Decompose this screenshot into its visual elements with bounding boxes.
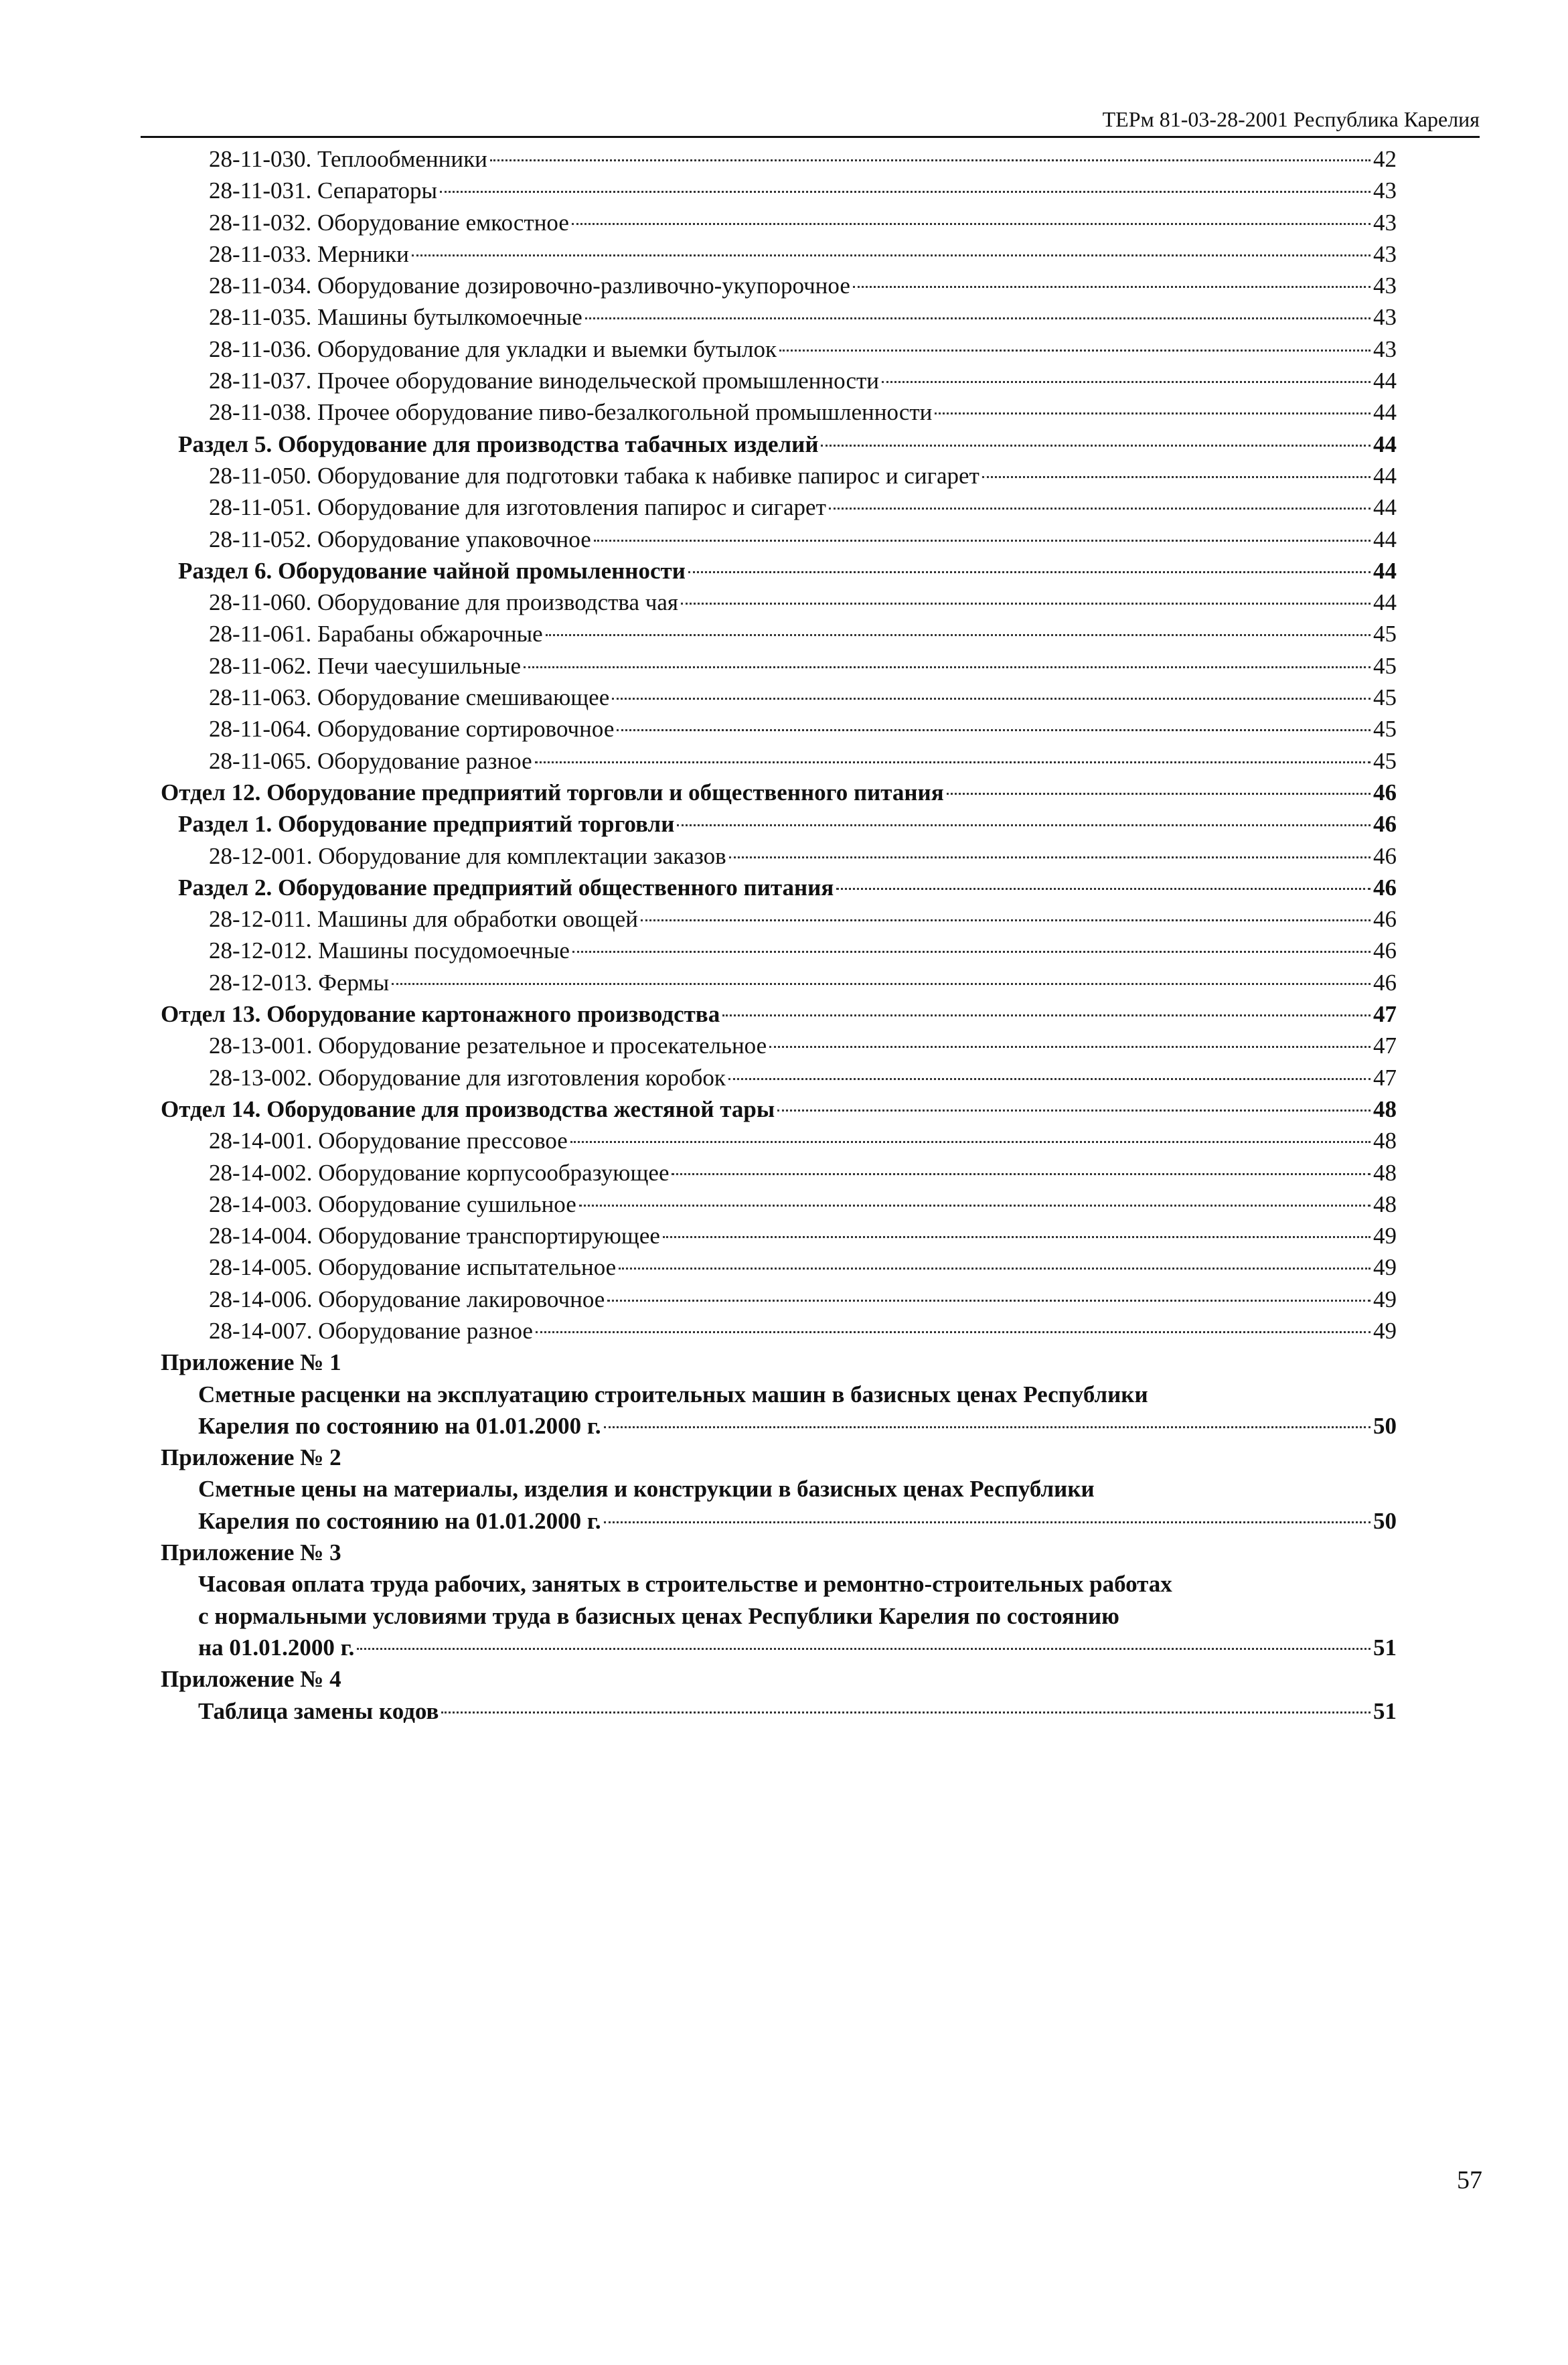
toc-entry-page: 47 xyxy=(1373,1033,1397,1059)
toc-entry-page: 44 xyxy=(1373,589,1397,616)
toc-entry[interactable] xyxy=(161,270,1397,301)
toc-entry[interactable] xyxy=(161,1315,1397,1347)
toc-entry-title: 28-14-007. Оборудование разное xyxy=(209,1317,533,1344)
toc-entry[interactable] xyxy=(161,175,1397,206)
toc-entry[interactable] xyxy=(161,333,1397,365)
toc-entry-page: 50 xyxy=(1373,1412,1397,1439)
toc-entry-page: 50 xyxy=(1373,1507,1397,1534)
toc-entry[interactable] xyxy=(161,587,1397,618)
dot-leader xyxy=(535,761,1370,763)
dot-leader xyxy=(779,350,1370,352)
toc-entry-title: 28-11-035. Машины бутылкомоечные xyxy=(209,304,582,331)
toc-entry[interactable] xyxy=(161,207,1397,238)
dot-leader xyxy=(935,412,1370,414)
dot-leader xyxy=(604,1426,1370,1428)
dot-leader xyxy=(982,476,1370,478)
toc-entry[interactable] xyxy=(161,1442,1397,1473)
toc-entry-title: 28-11-031. Сепараторы xyxy=(209,177,438,204)
toc-entry[interactable] xyxy=(161,460,1397,491)
toc-entry-page: 46 xyxy=(1373,969,1397,996)
dot-leader xyxy=(570,1141,1370,1143)
toc-entry-page: 43 xyxy=(1373,273,1397,299)
toc-entry[interactable] xyxy=(161,1030,1397,1061)
toc-entry-page: 44 xyxy=(1373,368,1397,394)
toc-entry-page: 45 xyxy=(1373,652,1397,679)
toc-entry-title: 28-11-034. Оборудование дозировочно-разливочно-укупорочное xyxy=(209,273,850,299)
toc-entry-page: 47 xyxy=(1373,1001,1397,1028)
toc-entry-page: 43 xyxy=(1373,335,1397,362)
toc-entry-page: 49 xyxy=(1373,1286,1397,1312)
toc-entry-page: 48 xyxy=(1373,1191,1397,1217)
toc-entry[interactable] xyxy=(161,143,1397,175)
toc-entry-title: 28-12-001. Оборудование для комплектации заказов xyxy=(209,842,726,869)
dot-leader xyxy=(722,1014,1370,1016)
toc-entry-title: 28-11-051. Оборудование для изготовления папирос и сигарет xyxy=(209,494,826,521)
toc-entry[interactable] xyxy=(161,745,1397,777)
toc-entry-page: 46 xyxy=(1373,842,1397,869)
toc-entry[interactable] xyxy=(161,301,1397,333)
toc-entry-page: 44 xyxy=(1373,431,1397,457)
toc-entry-page: 45 xyxy=(1373,747,1397,774)
toc-entry-page: 46 xyxy=(1373,874,1397,901)
toc-entry-title: Часовая оплата труда рабочих, занятых в строительстве и ремонтно-строительных работах xyxy=(198,1571,1172,1598)
toc-entry-page: 48 xyxy=(1373,1128,1397,1154)
header-rule xyxy=(141,136,1480,138)
toc-entry-title: Приложение № 4 xyxy=(161,1666,341,1693)
dot-leader xyxy=(688,571,1370,573)
toc-entry-page: 49 xyxy=(1373,1254,1397,1281)
toc-entry-title: 28-14-004. Оборудование транспортирующее xyxy=(209,1223,660,1249)
dot-leader xyxy=(677,824,1370,826)
toc-entry[interactable] xyxy=(161,618,1397,650)
toc-entry-page: 43 xyxy=(1373,304,1397,331)
toc-entry-title: 28-12-011. Машины для обработки овощей xyxy=(209,906,638,933)
toc-entry-title: Отдел 12. Оборудование предприятий торговли и общественного питания xyxy=(161,779,944,806)
toc-entry[interactable] xyxy=(161,1062,1397,1093)
toc-entry-page: 46 xyxy=(1373,779,1397,806)
toc-entry-title: 28-11-063. Оборудование смешивающее xyxy=(209,684,610,711)
toc-entry[interactable] xyxy=(161,1663,1397,1695)
toc-entry-title: 28-11-065. Оборудование разное xyxy=(209,747,532,774)
toc-entry[interactable] xyxy=(161,1157,1397,1189)
toc-entry-page: 49 xyxy=(1373,1317,1397,1344)
dot-leader xyxy=(728,1078,1370,1080)
dot-leader xyxy=(947,793,1370,795)
dot-leader xyxy=(604,1521,1370,1523)
toc-entry[interactable] xyxy=(161,1600,1397,1632)
toc-entry[interactable] xyxy=(161,555,1397,587)
toc-entry-title: Таблица замены кодов xyxy=(198,1697,439,1724)
toc-entry-title: 28-11-033. Мерники xyxy=(209,240,409,267)
dot-leader xyxy=(536,1331,1370,1333)
dot-leader xyxy=(821,445,1370,447)
toc-entry[interactable] xyxy=(161,365,1397,396)
toc-entry-title: 28-11-037. Прочее оборудование винодельческой промышленности xyxy=(209,368,880,394)
toc-entry-title: 28-14-001. Оборудование прессовое xyxy=(209,1128,568,1154)
toc-entry-title: 28-14-006. Оборудование лакировочное xyxy=(209,1286,605,1312)
toc-entry[interactable] xyxy=(161,1093,1397,1125)
toc-entry[interactable] xyxy=(161,491,1397,523)
toc-entry-page: 43 xyxy=(1373,240,1397,267)
toc-entry[interactable] xyxy=(161,1379,1397,1410)
dot-leader xyxy=(672,1173,1370,1175)
dot-leader xyxy=(490,159,1370,161)
dot-leader xyxy=(607,1300,1370,1302)
dot-leader xyxy=(612,698,1370,700)
toc-entry-page: 44 xyxy=(1373,526,1397,552)
toc-entry[interactable] xyxy=(161,840,1397,872)
toc-entry-title: Раздел 1. Оборудование предприятий торговли xyxy=(178,811,675,838)
toc-entry-title: Приложение № 2 xyxy=(161,1444,341,1471)
toc-entry[interactable] xyxy=(161,524,1397,555)
toc-entry-title: Раздел 6. Оборудование чайной промыленности xyxy=(178,557,686,584)
dot-leader xyxy=(572,951,1370,953)
dot-leader xyxy=(853,286,1370,288)
toc-entry-page: 44 xyxy=(1373,494,1397,521)
toc-entry-page: 42 xyxy=(1373,146,1397,172)
toc-entry-title: 28-11-050. Оборудование для подготовки табака к набивке папирос и сигарет xyxy=(209,462,979,489)
toc-entry-page: 47 xyxy=(1373,1064,1397,1091)
toc-entry-page: 45 xyxy=(1373,716,1397,743)
toc-entry-page: 51 xyxy=(1373,1697,1397,1724)
dot-leader xyxy=(392,983,1370,985)
toc-entry[interactable] xyxy=(161,998,1397,1030)
toc-entry[interactable] xyxy=(161,1284,1397,1315)
toc-entry-title: 28-14-003. Оборудование сушильное xyxy=(209,1191,576,1217)
dot-leader xyxy=(836,888,1370,890)
toc-entry[interactable] xyxy=(161,777,1397,808)
toc-entry-title: 28-11-061. Барабаны обжарочные xyxy=(209,621,543,647)
toc-entry[interactable] xyxy=(161,1632,1397,1663)
toc-entry[interactable] xyxy=(161,650,1397,682)
toc-entry-title: Сметные цены на материалы, изделия и конструкции в базисных ценах Республики xyxy=(198,1476,1095,1503)
dot-leader xyxy=(729,856,1370,858)
toc-entry-title: Карелия по состоянию на 01.01.2000 г. xyxy=(198,1507,601,1534)
toc-entry[interactable] xyxy=(161,1695,1397,1727)
toc-entry-page: 44 xyxy=(1373,399,1397,426)
dot-leader xyxy=(524,666,1370,668)
toc-entry[interactable] xyxy=(161,713,1397,745)
dot-leader xyxy=(663,1236,1370,1238)
toc-entry-title: 28-11-062. Печи чаесушильные xyxy=(209,652,522,679)
toc-entry[interactable] xyxy=(161,1537,1397,1568)
dot-leader xyxy=(619,1268,1370,1270)
dot-leader xyxy=(357,1648,1370,1650)
dot-leader xyxy=(617,729,1370,731)
toc-entry-page: 51 xyxy=(1373,1634,1397,1661)
toc-entry[interactable] xyxy=(161,967,1397,998)
dot-leader xyxy=(579,1205,1370,1207)
toc-entry[interactable] xyxy=(161,1251,1397,1283)
toc-entry-page: 43 xyxy=(1373,209,1397,236)
toc-entry[interactable] xyxy=(161,429,1397,460)
toc-entry[interactable] xyxy=(161,935,1397,966)
toc-entry-title: Сметные расценки на эксплуатацию строительных машин в базисных ценах Республики xyxy=(198,1381,1148,1407)
toc-entry-title: Приложение № 3 xyxy=(161,1539,341,1566)
toc-entry-title: 28-14-005. Оборудование испытательное xyxy=(209,1254,617,1281)
toc-entry[interactable] xyxy=(161,682,1397,713)
toc-entry-page: 46 xyxy=(1373,811,1397,838)
toc-entry[interactable] xyxy=(161,1347,1397,1378)
dot-leader xyxy=(777,1110,1370,1112)
dot-leader xyxy=(572,223,1370,225)
dot-leader xyxy=(441,1711,1370,1713)
toc-entry-page: 46 xyxy=(1373,937,1397,964)
toc-entry-title: 28-12-012. Машины посудомоечные xyxy=(209,937,570,964)
toc-entry[interactable] xyxy=(161,1473,1397,1505)
page-number: 57 xyxy=(1457,2166,1482,2194)
toc-entry[interactable] xyxy=(161,903,1397,935)
toc-entry-title: 28-13-002. Оборудование для изготовления коробок xyxy=(209,1064,726,1091)
toc-entry[interactable] xyxy=(161,1220,1397,1251)
toc-entry-title: Отдел 13. Оборудование картонажного производства xyxy=(161,1001,720,1028)
toc-entry[interactable] xyxy=(161,808,1397,840)
toc-entry[interactable] xyxy=(161,1189,1397,1220)
toc-entry-title: 28-11-064. Оборудование сортировочное xyxy=(209,716,615,743)
toc-entry[interactable] xyxy=(161,238,1397,270)
dot-leader xyxy=(829,508,1370,510)
dot-leader xyxy=(594,540,1370,542)
toc-entry-title: Раздел 5. Оборудование для производства табачных изделий xyxy=(178,431,819,457)
toc-entry-title: 28-12-013. Фермы xyxy=(209,969,390,996)
toc-entry-title: Карелия по состоянию на 01.01.2000 г. xyxy=(198,1412,601,1439)
dot-leader xyxy=(585,317,1370,319)
toc-entry-title: с нормальными условиями труда в базисных ценах Республики Карелия по состоянию xyxy=(198,1602,1119,1629)
toc-entry-title: 28-11-060. Оборудование для производства чая xyxy=(209,589,678,616)
dot-leader xyxy=(882,381,1370,383)
toc-entry-title: Отдел 14. Оборудование для производства жестяной тары xyxy=(161,1095,775,1122)
running-header: ТЕРм 81-03-28-2001 Республика Карелия xyxy=(1102,107,1480,131)
toc-entry-title: 28-11-038. Прочее оборудование пиво-безалкогольной промышленности xyxy=(209,399,933,426)
toc-entry-page: 43 xyxy=(1373,177,1397,204)
table-of-contents xyxy=(161,143,1397,1727)
toc-entry[interactable] xyxy=(161,1568,1397,1600)
dot-leader xyxy=(412,254,1370,256)
toc-entry-title: 28-13-001. Оборудование резательное и просекательное xyxy=(209,1033,767,1059)
dot-leader xyxy=(546,634,1370,636)
toc-entry-title: 28-14-002. Оборудование корпусообразующее xyxy=(209,1159,670,1186)
toc-entry[interactable] xyxy=(161,1505,1397,1537)
toc-entry-page: 45 xyxy=(1373,684,1397,711)
toc-entry-title: 28-11-030. Теплообменники xyxy=(209,146,487,172)
dot-leader xyxy=(641,919,1370,921)
dot-leader xyxy=(769,1046,1370,1048)
toc-entry-title: 28-11-052. Оборудование упаковочное xyxy=(209,526,591,552)
toc-entry-title: на 01.01.2000 г. xyxy=(198,1634,355,1661)
toc-entry[interactable] xyxy=(161,1410,1397,1442)
dot-leader xyxy=(440,191,1370,193)
toc-entry-page: 44 xyxy=(1373,557,1397,584)
toc-entry-page: 48 xyxy=(1373,1095,1397,1122)
toc-entry-page: 49 xyxy=(1373,1223,1397,1249)
toc-entry-title: Приложение № 1 xyxy=(161,1349,341,1376)
toc-entry[interactable] xyxy=(161,396,1397,428)
toc-entry-page: 44 xyxy=(1373,462,1397,489)
toc-entry[interactable] xyxy=(161,1125,1397,1156)
toc-entry-title: Раздел 2. Оборудование предприятий общественного питания xyxy=(178,874,834,901)
toc-entry-title: 28-11-036. Оборудование для укладки и выемки бутылок xyxy=(209,335,777,362)
toc-entry-page: 45 xyxy=(1373,621,1397,647)
dot-leader xyxy=(681,603,1370,605)
toc-entry[interactable] xyxy=(161,872,1397,903)
toc-entry-title: 28-11-032. Оборудование емкостное xyxy=(209,209,569,236)
toc-entry-page: 48 xyxy=(1373,1159,1397,1186)
toc-entry-page: 46 xyxy=(1373,906,1397,933)
